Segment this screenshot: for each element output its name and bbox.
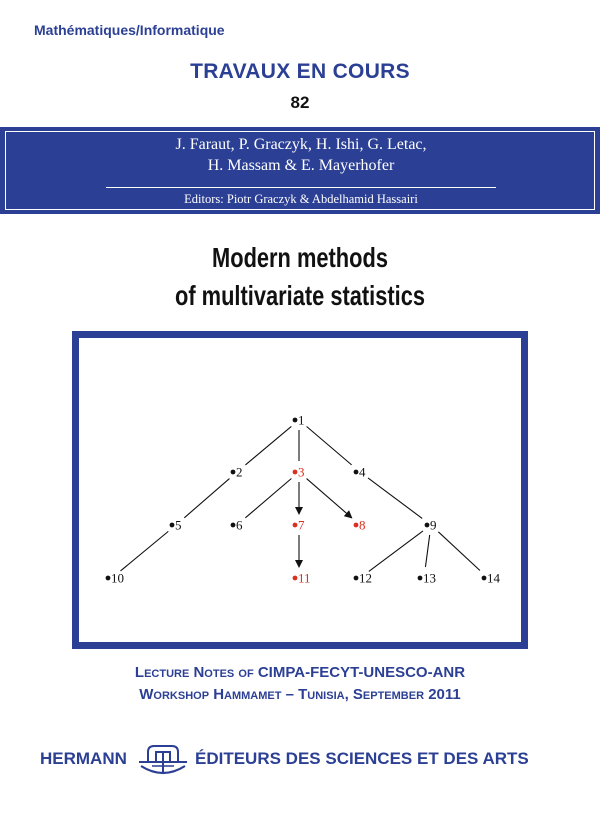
tree-node-label-1: 1 <box>298 412 305 428</box>
tree-node-label-8: 8 <box>359 517 366 533</box>
tree-node-dot-14 <box>482 576 487 581</box>
tree-node-dot-11 <box>293 576 298 581</box>
tree-node-dot-6 <box>231 523 236 528</box>
tree-node-label-14: 14 <box>487 570 500 586</box>
tree-node-dot-8 <box>354 523 359 528</box>
tree-node-dot-1 <box>293 418 298 423</box>
book-title-line-1: Modern methods <box>212 242 388 273</box>
workshop-line: Workshop Hammamet – Tunisia, September 2011 <box>139 686 461 703</box>
authors-panel <box>0 127 600 214</box>
tree-node-label-12: 12 <box>359 570 372 586</box>
tree-node-label-10: 10 <box>111 570 124 586</box>
series-label: Mathématiques/Informatique <box>34 22 225 38</box>
tree-node-label-13: 13 <box>423 570 436 586</box>
tree-node-label-6: 6 <box>236 517 243 533</box>
tree-node-dot-7 <box>293 523 298 528</box>
authors-line-1: J. Faraut, P. Graczyk, H. Ishi, G. Letac, <box>175 136 427 153</box>
tree-diagram <box>79 338 521 642</box>
publisher-name: HERMANN <box>40 749 127 768</box>
collection-title: TRAVAUX EN COURS <box>190 60 410 83</box>
tree-node-dot-4 <box>354 470 359 475</box>
hermann-logo-icon <box>136 742 190 778</box>
tree-edge-5-10 <box>120 531 168 571</box>
tree-edge-1-4 <box>307 426 352 464</box>
book-title-line-2: of multivariate statistics <box>174 280 426 311</box>
tree-node-dot-12 <box>354 576 359 581</box>
tree-edge-9-13 <box>425 535 429 567</box>
volume-number: 82 <box>290 93 310 112</box>
tree-node-label-2: 2 <box>236 464 243 480</box>
tree-edge-9-14 <box>438 532 480 571</box>
tree-node-label-4: 4 <box>359 464 366 480</box>
publisher-tagline: ÉDITEURS DES SCIENCES ET DES ARTS <box>195 749 529 768</box>
tree-node-label-5: 5 <box>175 517 182 533</box>
tree-node-dot-5 <box>170 523 175 528</box>
publisher-bar <box>0 748 600 774</box>
tree-edge-1-2 <box>245 426 291 465</box>
tree-node-dot-3 <box>293 470 298 475</box>
tree-node-dot-9 <box>425 523 430 528</box>
lecture-notes-line: Lecture Notes of CIMPA-FECYT-UNESCO-ANR <box>134 664 466 681</box>
tree-edge-3-8 <box>307 479 352 518</box>
tree-edge-3-6 <box>245 478 291 517</box>
tree-node-dot-13 <box>418 576 423 581</box>
editors-line: Editors: Piotr Graczyk & Abdelhamid Hassairi <box>184 192 418 206</box>
authors-divider <box>106 187 496 188</box>
tree-node-label-3: 3 <box>298 464 305 480</box>
tree-node-label-7: 7 <box>298 517 305 533</box>
tree-node-dot-10 <box>106 576 111 581</box>
tree-edge-2-5 <box>184 479 229 518</box>
authors-line-2: H. Massam & E. Mayerhofer <box>207 157 395 174</box>
tree-edge-9-12 <box>369 531 423 571</box>
tree-node-dot-2 <box>231 470 236 475</box>
tree-node-label-11: 11 <box>298 570 311 586</box>
tree-edge-4-9 <box>368 478 422 518</box>
authors-frame <box>5 131 595 210</box>
tree-diagram-frame <box>72 331 528 649</box>
tree-node-label-9: 9 <box>430 517 437 533</box>
